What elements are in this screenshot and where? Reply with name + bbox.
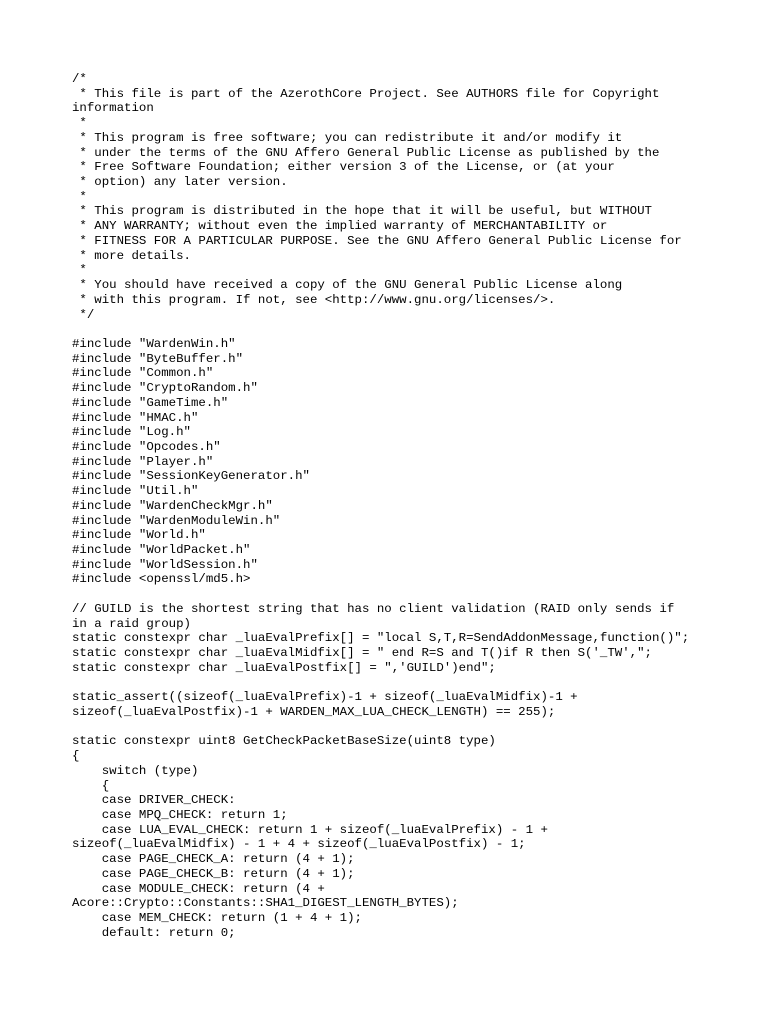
code-line: #include "HMAC.h" <box>72 410 199 425</box>
code-line: switch (type) <box>72 763 199 778</box>
code-line: * with this program. If not, see <http://www.gnu.org/licenses/>. <box>72 292 556 307</box>
code-line: case PAGE_CHECK_B: return (4 + 1); <box>72 866 355 881</box>
code-line: */ <box>72 307 95 322</box>
code-line: { <box>72 749 80 764</box>
code-line: * <box>72 263 87 278</box>
source-code-page <box>72 72 702 940</box>
code-line: * You should have received a copy of the GNU General Public License along <box>72 278 623 293</box>
code-line: static constexpr char _luaEvalPrefix[] = "local S,T,R=SendAddonMessage,function()"; <box>72 631 690 646</box>
code-line: * under the terms of the GNU Affero General Public License as published by the <box>72 145 660 160</box>
code-line: #include "WardenCheckMgr.h" <box>72 498 273 513</box>
code-line: * <box>72 189 87 204</box>
code-line: #include "WorldSession.h" <box>72 557 258 572</box>
code-line: #include "WorldPacket.h" <box>72 543 251 557</box>
code-line: * This file is part of the AzerothCore Project. See AUTHORS file for Copyright <box>72 86 660 101</box>
code-line: * Free Software Foundation; either version 3 of the License, or (at your <box>72 160 615 175</box>
code-line: /* <box>72 72 87 86</box>
code-line: Acore::Crypto::Constants::SHA1_DIGEST_LENGTH_BYTES); <box>72 896 459 911</box>
code-line: #include "Opcodes.h" <box>72 439 221 454</box>
code-line: static constexpr uint8 GetCheckPacketBaseSize(uint8 type) <box>72 734 496 749</box>
code-line: case MEM_CHECK: return (1 + 4 + 1); <box>72 910 362 925</box>
code-line <box>72 587 702 602</box>
code-line: #include "ByteBuffer.h" <box>72 351 244 366</box>
code-line: #include "GameTime.h" <box>72 395 229 410</box>
code-line: #include "Log.h" <box>72 425 191 440</box>
code-line: static constexpr char _luaEvalMidfix[] = " end R=S and T()if R then S('_TW',"; <box>72 646 652 661</box>
code-line: * more details. <box>72 248 191 263</box>
code-line <box>72 675 702 690</box>
code-line: #include <openssl/md5.h> <box>72 572 251 587</box>
code-line: case PAGE_CHECK_A: return (4 + 1); <box>72 852 355 867</box>
code-line: * FITNESS FOR A PARTICULAR PURPOSE. See the GNU Affero General Public License for <box>72 233 682 248</box>
code-line: { <box>72 778 110 793</box>
code-line: #include "World.h" <box>72 528 206 543</box>
code-line: #include "Common.h" <box>72 366 214 381</box>
code-line: default: return 0; <box>72 925 236 940</box>
code-line: #include "WardenWin.h" <box>72 336 236 351</box>
code-line: * option) any later version. <box>72 175 288 190</box>
code-line: in a raid group) <box>72 616 191 631</box>
code-line: #include "WardenModuleWin.h" <box>72 513 281 528</box>
code-line: * This program is free software; you can redistribute it and/or modify it <box>72 130 623 145</box>
code-line: case MPQ_CHECK: return 1; <box>72 807 288 822</box>
code-line: static_assert((sizeof(_luaEvalPrefix)-1 + sizeof(_luaEvalMidfix)-1 + <box>72 690 578 705</box>
code-line: sizeof(_luaEvalPostfix)-1 + WARDEN_MAX_LUA_CHECK_LENGTH) == 255); <box>72 704 556 719</box>
code-line: case LUA_EVAL_CHECK: return 1 + sizeof(_luaEvalPrefix) - 1 + <box>72 822 548 837</box>
code-line: static constexpr char _luaEvalPostfix[] = ",'GUILD')end"; <box>72 660 496 675</box>
code-line: #include "CryptoRandom.h" <box>72 381 258 396</box>
code-line: #include "Util.h" <box>72 484 199 499</box>
code-line: #include "Player.h" <box>72 454 214 469</box>
code-line: case DRIVER_CHECK: <box>72 793 236 808</box>
code-line: * <box>72 116 87 131</box>
code-line: * This program is distributed in the hope that it will be useful, but WITHOUT <box>72 204 652 219</box>
code-line: sizeof(_luaEvalMidfix) - 1 + 4 + sizeof(_luaEvalPostfix) - 1; <box>72 837 526 852</box>
code-line: * ANY WARRANTY; without even the implied warranty of MERCHANTABILITY or <box>72 219 608 234</box>
code-line <box>72 322 702 337</box>
code-line <box>72 720 702 735</box>
code-line: // GUILD is the shortest string that has no client validation (RAID only sends if <box>72 601 675 616</box>
code-line: case MODULE_CHECK: return (4 + <box>72 881 325 896</box>
code-line: #include "SessionKeyGenerator.h" <box>72 469 310 484</box>
code-line: information <box>72 101 154 116</box>
